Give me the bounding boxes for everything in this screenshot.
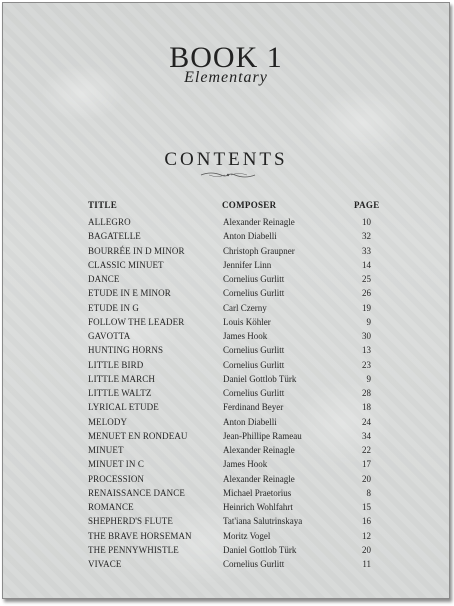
page-number: 34 (362, 430, 371, 441)
piece-title: VIVACE (88, 559, 122, 569)
page-number: 19 (362, 302, 371, 313)
composer-name: Cornelius Gurlitt (223, 359, 285, 370)
page-number: 23 (362, 359, 371, 370)
composer-name: Christoph Graupner (223, 245, 295, 256)
piece-title: HUNTING HORNS (88, 345, 164, 356)
page-number: 26 (362, 288, 371, 299)
contents-row (3, 286, 449, 300)
contents-row (3, 229, 449, 243)
book-subtitle: Elementary (184, 69, 268, 86)
contents-list (3, 215, 449, 571)
page-number: 16 (362, 516, 371, 527)
piece-title: LYRICAL ETUDE (88, 402, 159, 413)
composer-name: Anton Diabelli (223, 416, 277, 427)
page-number: 24 (362, 416, 371, 427)
contents-row (3, 315, 449, 329)
contents-row (3, 529, 449, 543)
contents-row (3, 472, 449, 486)
contents-row (3, 272, 449, 286)
contents-row (3, 301, 449, 315)
contents-row (3, 215, 449, 229)
contents-row (3, 415, 449, 429)
composer-name: Daniel Gottlob Türk (223, 373, 297, 384)
page-number: 14 (362, 259, 371, 270)
piece-title: ROMANCE (88, 502, 134, 512)
page-number: 20 (362, 544, 371, 555)
composer-name: Cornelius Gurlitt (223, 288, 285, 299)
column-header-composer: COMPOSER (222, 200, 277, 210)
composer-name: Louis Köhler (223, 316, 271, 327)
page-number: 18 (362, 402, 371, 413)
contents-row (3, 244, 449, 258)
composer-name: Heinrich Wohlfahrt (223, 502, 293, 512)
contents-row (3, 543, 449, 557)
composer-name: Alexander Reinagle (223, 217, 295, 227)
contents-row (3, 329, 449, 343)
contents-row (3, 400, 449, 414)
contents-row (3, 443, 449, 457)
piece-title: DANCE (88, 274, 120, 284)
page-number: 10 (362, 217, 371, 227)
page-number: 20 (362, 473, 371, 484)
composer-name: Jean-Phillipe Rameau (223, 430, 302, 441)
contents-row (3, 429, 449, 443)
contents-row (3, 258, 449, 272)
piece-title: MINUET IN C (88, 459, 144, 470)
composer-name: Cornelius Gurlitt (223, 559, 285, 569)
page-number: 9 (366, 373, 371, 384)
piece-title: MINUET (88, 445, 124, 455)
page-number: 32 (362, 231, 371, 242)
page-number: 25 (362, 274, 371, 284)
piece-title: RENAISSANCE DANCE (88, 487, 185, 498)
piece-title: ETUDE IN E MINOR (88, 288, 171, 299)
piece-title: SHEPHERD'S FLUTE (88, 516, 173, 527)
contents-row (3, 457, 449, 471)
composer-name: Michael Praetorius (223, 487, 292, 498)
page-number: 28 (362, 388, 371, 398)
page-number: 15 (362, 502, 371, 512)
page-number: 11 (362, 559, 371, 569)
piece-title: MELODY (88, 416, 128, 427)
document-page (2, 2, 450, 599)
composer-name: Jennifer Linn (223, 259, 272, 270)
page-number: 12 (362, 530, 371, 541)
composer-name: Cornelius Gurlitt (223, 345, 285, 356)
flourish-ornament-icon (199, 170, 257, 180)
piece-title: LITTLE MARCH (88, 373, 155, 384)
contents-row (3, 557, 449, 571)
page-number: 22 (362, 445, 371, 455)
contents-row (3, 500, 449, 514)
piece-title: GAVOTTA (88, 331, 131, 341)
piece-title: THE BRAVE HORSEMAN (88, 530, 192, 541)
composer-name: Ferdinand Beyer (223, 402, 284, 413)
composer-name: Cornelius Gurlitt (223, 388, 285, 398)
page-number: 30 (362, 331, 371, 341)
piece-title: ALLEGRO (88, 217, 131, 227)
piece-title: LITTLE BIRD (88, 359, 144, 370)
page-number: 17 (362, 459, 371, 470)
piece-title: CLASSIC MINUET (88, 259, 164, 270)
contents-row (3, 486, 449, 500)
composer-name: Carl Czerny (223, 302, 267, 313)
composer-name: Anton Diabelli (223, 231, 277, 242)
page-number: 9 (366, 316, 371, 327)
piece-title: FOLLOW THE LEADER (88, 316, 185, 327)
composer-name: James Hook (223, 331, 268, 341)
contents-row (3, 386, 449, 400)
page-number: 13 (362, 345, 371, 356)
composer-name: Alexander Reinagle (223, 445, 295, 455)
composer-name: James Hook (223, 459, 268, 470)
contents-row (3, 358, 449, 372)
composer-name: Moritz Vogel (223, 530, 271, 541)
contents-heading: CONTENTS (164, 149, 288, 170)
column-header-title: TITLE (88, 200, 118, 210)
contents-row (3, 343, 449, 357)
contents-row (3, 372, 449, 386)
composer-name: Tat'iana Salutrinskaya (223, 516, 303, 527)
piece-title: PROCESSION (88, 473, 145, 484)
page-number: 8 (366, 487, 371, 498)
contents-row (3, 514, 449, 528)
piece-title: BAGATELLE (88, 231, 141, 242)
page-number: 33 (362, 245, 371, 256)
piece-title: THE PENNYWHISTLE (88, 544, 179, 555)
piece-title: BOURRÉE IN D MINOR (88, 245, 185, 256)
column-header-page: PAGE (354, 200, 380, 210)
piece-title: MENUET EN RONDEAU (88, 430, 188, 441)
composer-name: Cornelius Gurlitt (223, 274, 285, 284)
piece-title: LITTLE WALTZ (88, 388, 152, 398)
piece-title: ETUDE IN G (88, 302, 139, 313)
book-title: BOOK 1 (169, 41, 283, 74)
composer-name: Daniel Gottlob Türk (223, 544, 297, 555)
composer-name: Alexander Reinagle (223, 473, 295, 484)
